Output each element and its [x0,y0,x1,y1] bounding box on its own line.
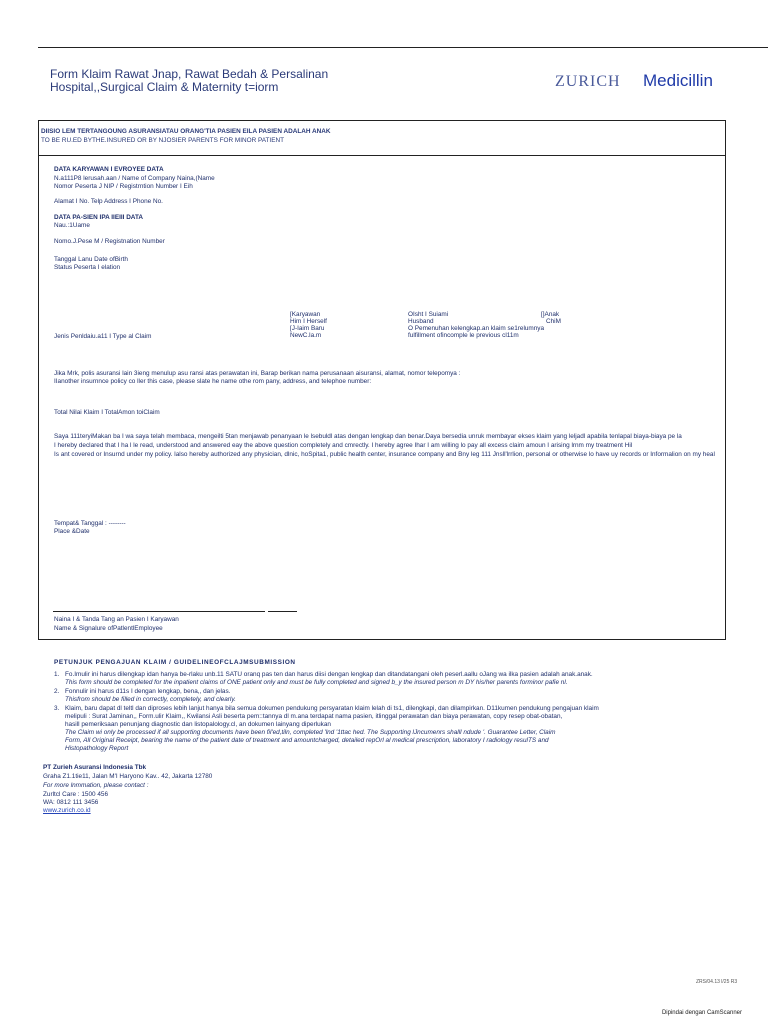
option-child-en: ChiM [546,318,561,325]
guideline-3-en: The Claim wi only be processed if all supporting documents have been fil'ed,tiln, completed 'lnd '1ttac hed. The Supporting lJncumenrs shalll ndude '. Guarantee Letter, Claim [65,729,556,736]
notice-line-en: TO BE RU.ED BYTHE.INSURED OR BY NJOSIER PARENTS FOR MINOR PATIENT [41,137,284,144]
option-employee[interactable]: [Karyawan [290,311,321,318]
guideline-3-number: 3. [54,705,60,712]
medicillin-logo: Medicillin [643,71,713,90]
other-insurance-question-en: IIanother insurnnce policy co ller this case, please slate he name othe rom pany, address, and telephoe number: [54,378,372,385]
company-name: PT Zurieh Asuransi Indonesia Tbk [43,764,147,771]
form-reference-code: ZRS/04.13 l/25 R3 [696,979,738,985]
company-name-field[interactable]: N.a111P8 lerusah.aan / Name of Company Naina,(Name [54,175,215,182]
guideline-3-en-2: Form, All Original Receipt, bearing the name of the patient date of treatment and amountcharged, detailed repOrl al medical prescription, laboratory I radiology resulTS and [65,737,549,744]
guideline-2-number: 2. [54,688,60,695]
contact-info-label: For more lnmmation, please contact : [43,782,149,789]
form-title-id: Form Klaim Rawat Jnap, Rawat Bedah & Persalinan [50,67,329,81]
guideline-1-en: This form should be completed for the inpatient claims of ONE patient only and must be fully completed and signed b_y the insured person m DY his/her parents forminor pafie nl. [65,679,568,686]
patient-name-field[interactable]: Nau.:1Uame [54,222,90,229]
address-phone-field[interactable]: Alamat I No. Telp Address I Phone No. [54,198,163,205]
place-date-field[interactable]: Tempat& Tanggal : -------- [54,520,126,527]
signature-line[interactable] [53,611,265,612]
total-claim-field[interactable]: Total Nilai Klaim I TotalAmon toiClaim [54,409,160,416]
place-date-en: Place &Date [54,528,90,535]
option-fulfillment[interactable]: O Pemenuhan kelengkap.an klaim se1relumnya [408,325,545,332]
option-spouse[interactable]: OIsht I Suiami [408,311,449,318]
zurich-care-number: Zurltcl Care : 1500 456 [43,791,109,798]
guideline-3-id-3: hasill pemeriksaan penunjang diagnostic dan listopalology.cl, an dokumen lainyang diperlukan [65,721,331,728]
guideline-1-number: 1. [54,671,60,678]
declaration-line-1: Saya 111teryiMakan ba I wa saya telah membaca, mengeilti 5tan menjawab penanyaan le lsebuldl atas dengan lengkap dan benar.Daya bersedia unruk membayar ekses klaim yang leljadl apabila tenlapal biaya-biaya pe la [54,433,682,440]
top-rule [38,47,768,48]
website-link[interactable]: www.zurich.co.id [43,807,91,814]
member-number-field[interactable]: Nomor Peserta J NIP / Registrntion Number I Eih [54,183,193,190]
whatsapp-number: WA: 0812 111 3456 [43,799,99,806]
guideline-3-en-3: Histopathology Report [65,745,129,752]
option-employee-en: Him I Herself [290,318,327,325]
relation-status-field[interactable]: Status Peserta I elation [54,264,121,271]
guideline-2-en: Thisfrom should be filled in correctly, completely, and clearly. [65,696,236,703]
option-new-claim[interactable]: [J-Iaim Baru [290,325,325,332]
registration-number-field[interactable]: Nomo.J.Pese M / Registnation Number [54,238,165,245]
zurich-logo: ZURICH [555,73,621,90]
declaration-line-3: Is ant covered or Insurnd under my policy. lalso hereby authorized any physician, dlnic, hoSpita1, public health center, insurance company and Bny leg 111 Jnsll'lrrlion, personal or otherwise lo have uy records or Informalion on my heal [54,451,715,458]
signature-line-end [268,611,297,612]
guidelines-heading: PETUNJUK PENGAJUAN KLAIM / GUIDELINEOFCLAJMSUBMISSION [54,659,296,666]
option-new-claim-en: NewC.la.m [290,332,322,339]
form-title-en: Hospital,,Surgical Claim & Maternity t=iorm [50,80,279,94]
claim-form-box [38,155,726,640]
signature-label-id: Naina I & Tanda Tang an Pasien I Karyawan [54,616,179,623]
patient-data-heading: DATA PA-SIEN IPA IIEIII DATA [54,214,143,221]
camscanner-watermark: Dipindai dengan CamScanner [661,1010,742,1016]
date-of-birth-field[interactable]: Tanggal Lanu Date ofBirth [54,256,128,263]
other-insurance-question-id: Jika Mrk, polis asuransi lain 3ieng menulup asu ransi atas perawatan ini, Barap berikan nama perusanaan aisuransi, alamat, nomor telepomya : [54,370,461,377]
guideline-3-id: Klaim, baru dapat dl teltl dan diproses lebih lanjut hanya bila semua dokumen pendukung persyaratan klaim lelah di ts1, dilengkapi, dan dilampirkan. D11kumen pendukung pengajuan klaim [65,705,599,712]
declaration-line-2: I hereby declared that I ha l le read, understood and answered eay the above question completely and cmrectly. I hereby agree Ihar I am willing lo pay all excess claim amoun I arising lrnm my treatment Hil [54,442,633,449]
employee-data-heading: DATA KARYAWAN I EVROYEE DATA [54,166,164,173]
company-address: Graha Z1.1tie11, Jalan M'I Haryono Kav.. 42, Jakarta 12780 [43,773,213,780]
guideline-1-id: Fo.Imulir ini harus dilengkap idan hanya be-rlaku unb.11 SATU oranq pas ten dan harus diisi dengan lengkap dan ditandatangani oleh peserl.aallu oJang wa ilka pasien adalah anak.anak. [65,671,593,678]
claim-type-label: Jenis Penldaiu.a11 I Type al Claim [54,333,152,340]
signature-label-en: Name & Signalure ofPatlentlEmployee [54,625,163,632]
option-child[interactable]: []Anak [541,311,560,318]
guideline-2-id: Fonnulir ini harus d11s I dengan lengkap, bena,, dan jelas. [65,688,231,695]
notice-line-id: DIISIO LEM TERTANGOUNG ASURANSIATAU ORANG'TIA PASIEN EILA PASIEN ADALAH ANAK [41,128,331,135]
guideline-3-id-2: melipuli : Surat Jaminan,, Form.ulir Klaim,, Kwilansi Asli beserta pem::tannya dl m.ana terdapat nama pasien, itlinggal perawatan dan biaya perawatan, copy resep obat-obatan, [65,713,563,720]
option-fulfillment-en: fulfillment ofincomple le previous cl11m [408,332,519,339]
option-spouse-en: Husband [408,318,434,325]
